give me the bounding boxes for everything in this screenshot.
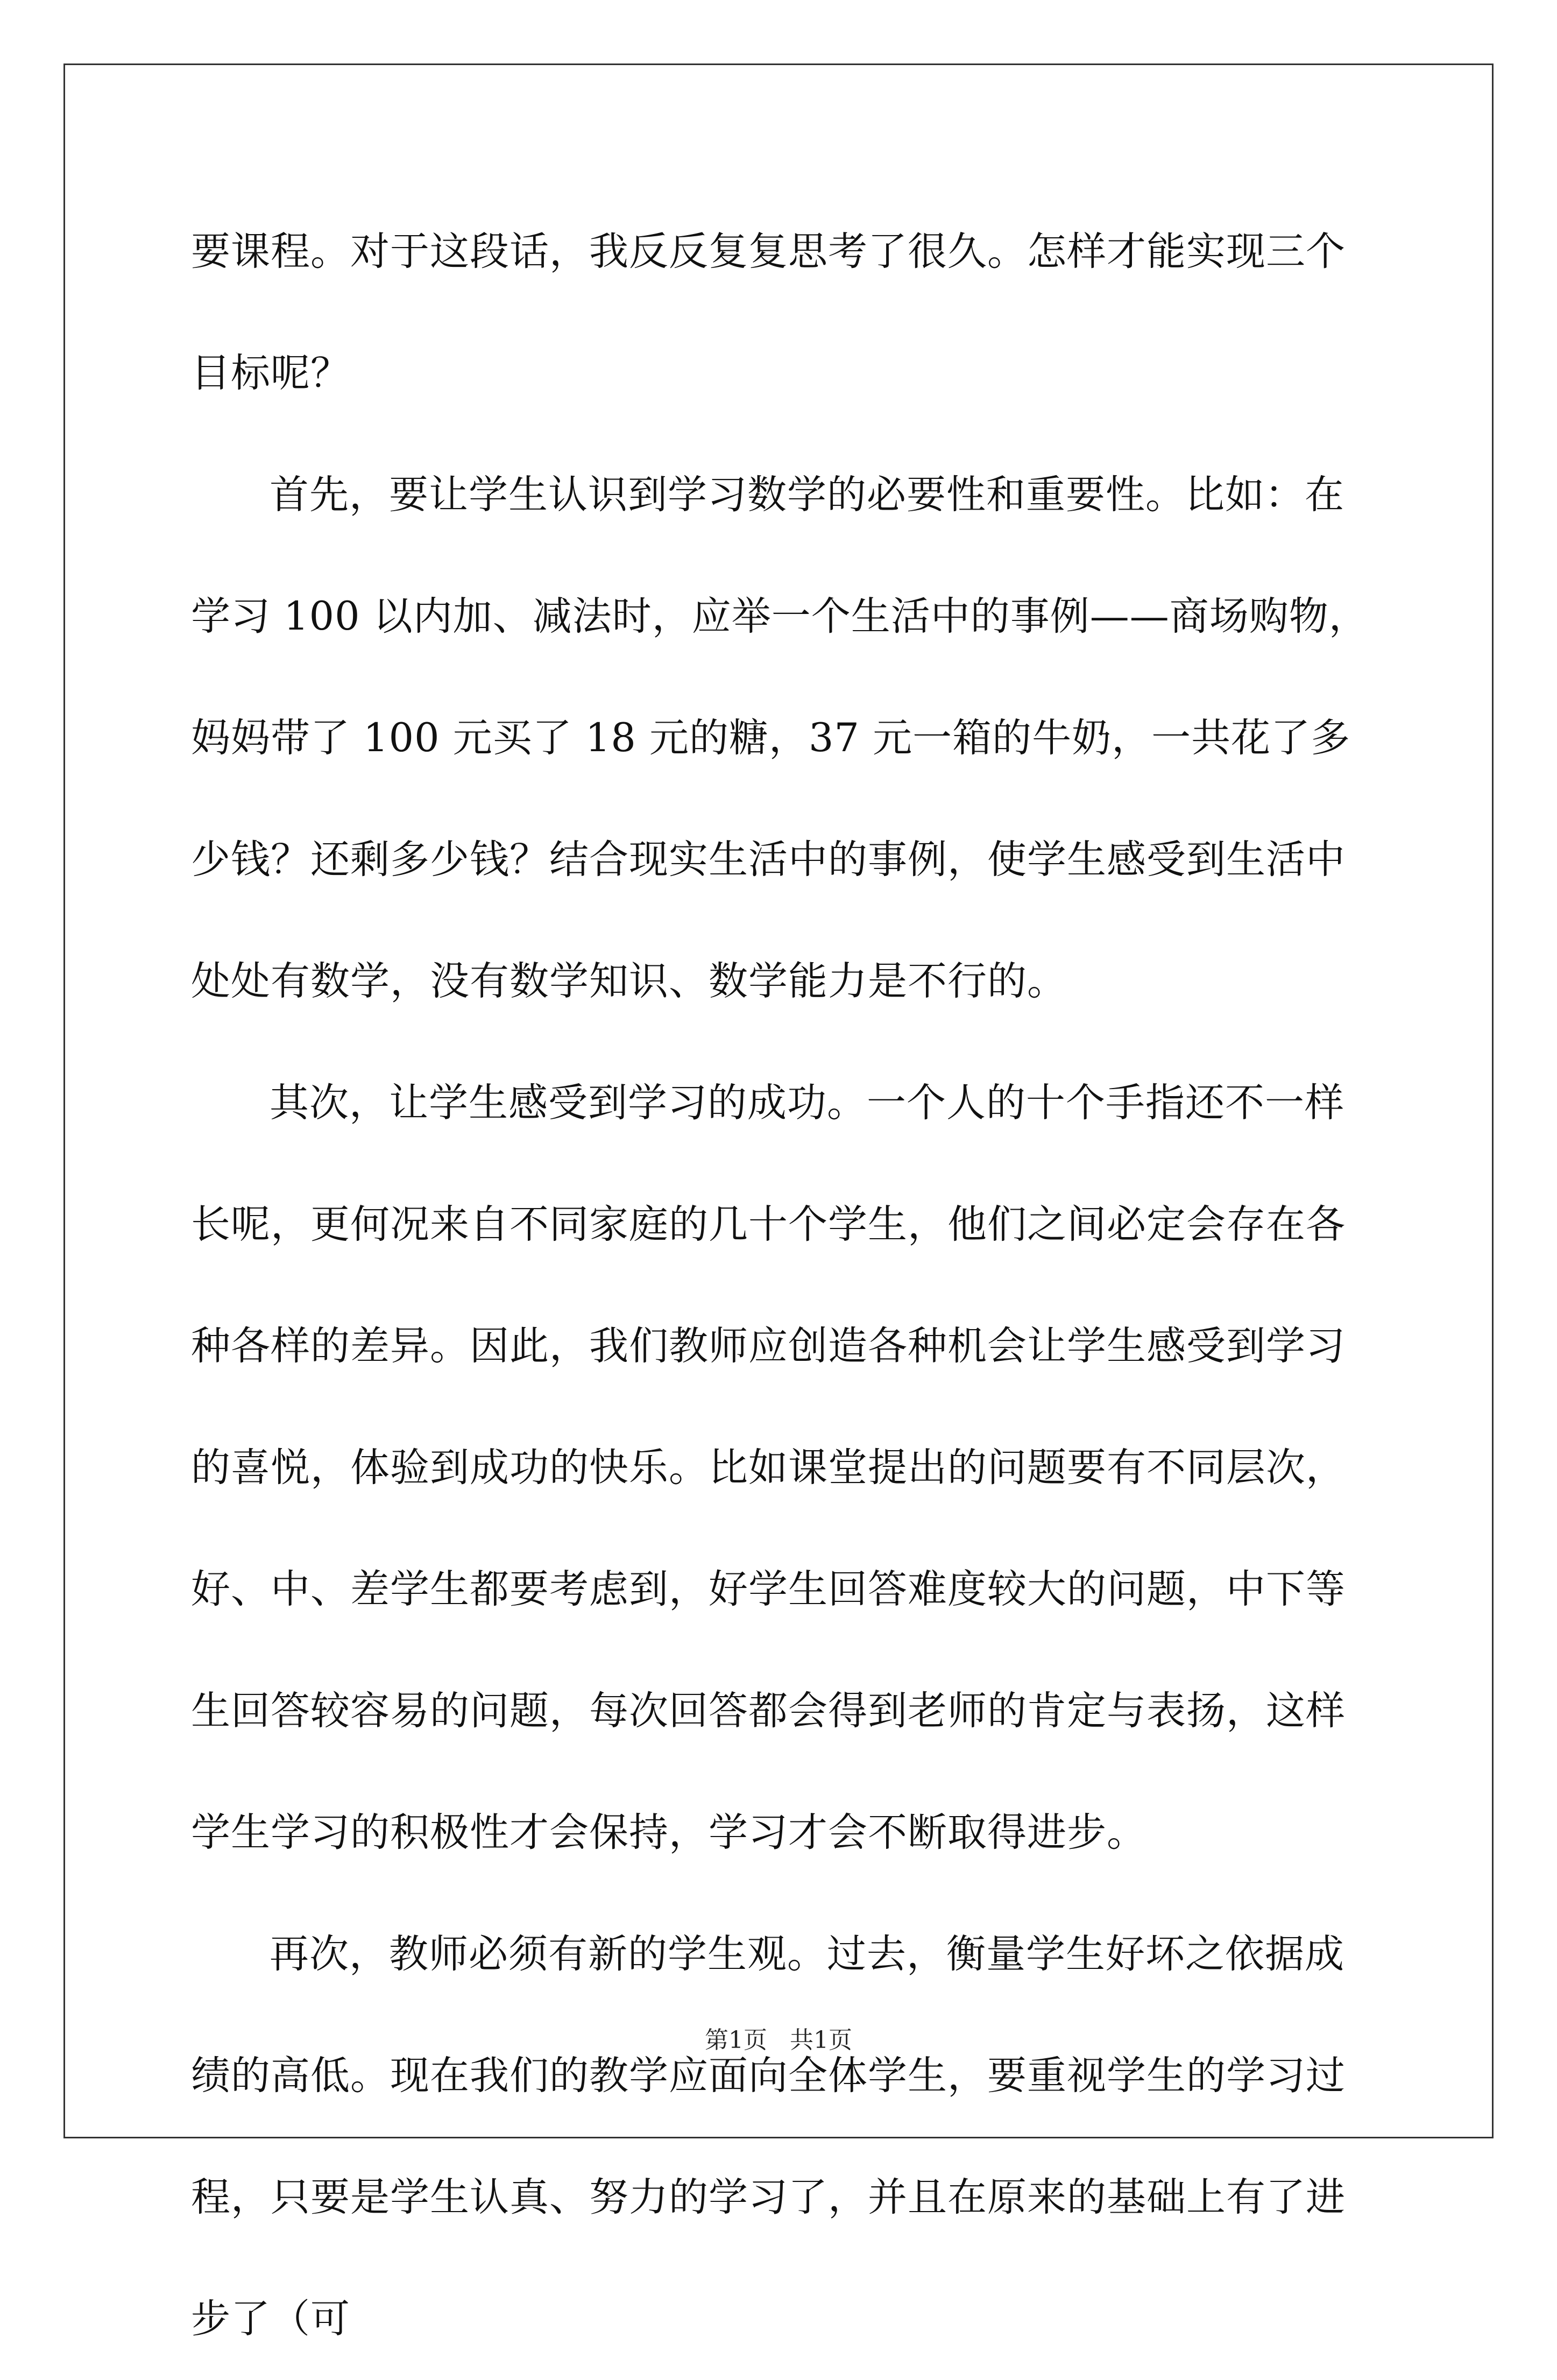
paragraph-2: 首先，要让学生认识到学习数学的必要性和重要性。比如：在学习 100 以内加、减法时，应举一个生活中的事例——商场购物，妈妈带了 100 元买了 18 元的糖，37 元一箱的牛奶，一共花了多少钱？还剩多少钱？结合现实生活中的事例，使学生感受到生活中处处有数学，没有数学知识、数学能力是不行的。 xyxy=(191,472,1369,1004)
footer-spacer xyxy=(767,2026,790,2054)
paragraph-4: 再次，教师必须有新的学生观。过去，衡量学生好坏之依据成绩的高低。现在我们的教学应面向全体学生，要重视学生的学习过程，只要是学生认真、努力的学习了，并且在原来的基础上有了进步了（可 xyxy=(191,1931,1346,2342)
paragraph-1: 要课程。对于这段话，我反反复复思考了很久。怎样才能实现三个目标呢？ xyxy=(191,229,1346,396)
page-footer xyxy=(0,2024,1557,2057)
paragraph-3: 其次，让学生感受到学习的成功。一个人的十个手指还不一样长呢，更何况来自不同家庭的几十个学生，他们之间必定会存在各种各样的差异。因此，我们教师应创造各种机会让学生感受到学习的喜悦，体验到成功的快乐。比如课堂提出的问题要有不同层次，好、中、差学生都要考虑到，好学生回答难度较大的问题，中下等生回答较容易的问题，每次回答都会得到老师的肯定与表扬，这样学生学习的积极性才会保持，学习才会不断取得进步。 xyxy=(191,1080,1346,1855)
page-number: 第1页 xyxy=(705,2026,768,2054)
page-total: 共1页 xyxy=(789,2026,852,2054)
